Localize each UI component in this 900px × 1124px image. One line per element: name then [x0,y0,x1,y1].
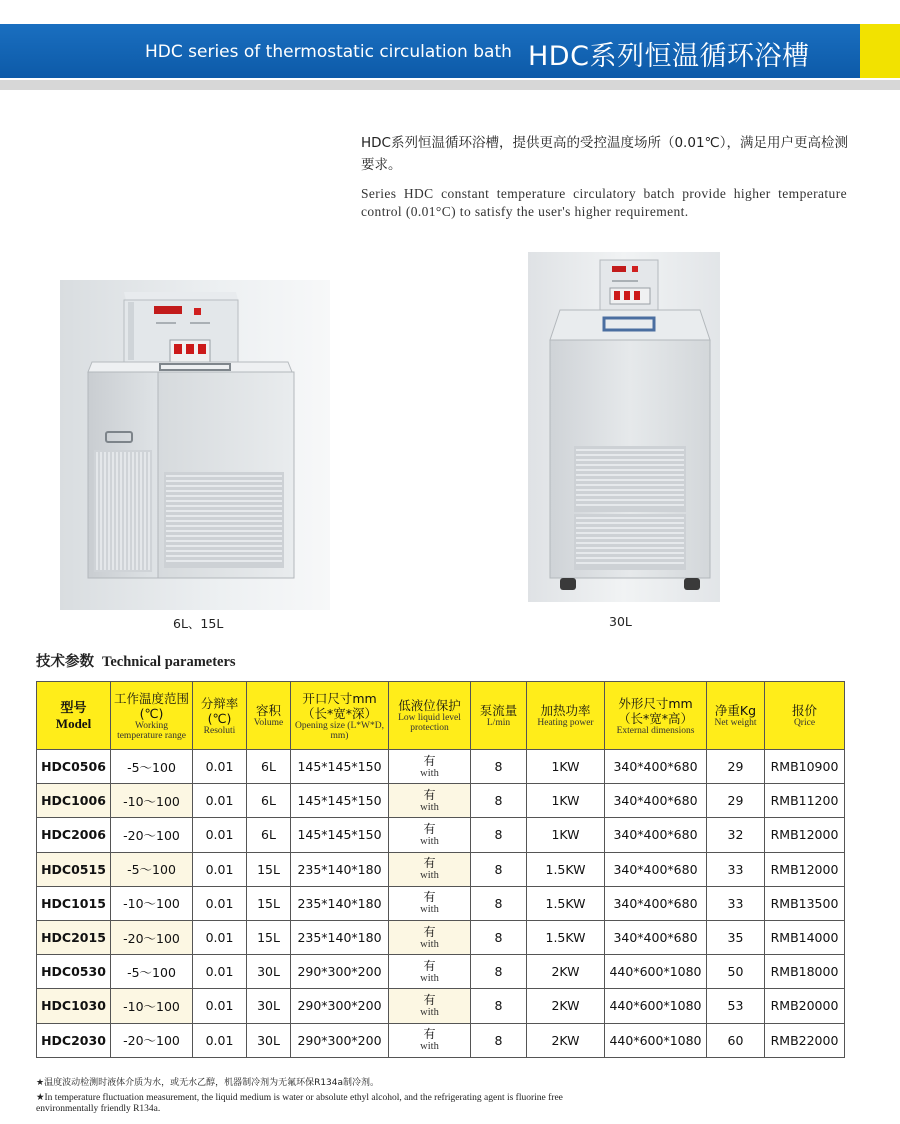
cell-heating-power: 1KW [527,784,605,818]
footnote-en: ★In temperature fluctuation measurement, the liquid medium is water or absolute ethyl alcohol, and the refrigerating agent is fluorine free environmentally friendly R134a. [36,1093,563,1114]
cell-protection: 有 with [389,784,471,818]
cell-pump-flow: 8 [471,818,527,852]
bath-large-illustration [528,252,720,602]
cell-range: -10～100 [111,784,193,818]
cell-net-weight: 53 [707,989,765,1023]
col-header-external-dimensions: 外形尺寸mm（长*宽*高） External dimensions [605,682,707,750]
cell-price: RMB14000 [765,920,845,954]
table-row [37,1023,845,1057]
banner-yellow-block [860,24,900,78]
side-grille [94,450,152,572]
table-row [37,750,845,784]
cell-volume: 15L [247,852,291,886]
cell-pump-flow: 8 [471,955,527,989]
table-row [37,920,845,954]
cell-price: RMB20000 [765,989,845,1023]
cell-volume: 30L [247,955,291,989]
cell-model: HDC0530 [37,955,111,989]
cell-pump-flow: 8 [471,920,527,954]
cell-heating-power: 1.5KW [527,920,605,954]
cell-net-weight: 35 [707,920,765,954]
header-divider [0,80,900,90]
cell-model: HDC2006 [37,818,111,852]
cell-external-dimensions: 340*400*680 [605,920,707,954]
front-grille-upper [574,446,686,512]
section-title [36,650,236,671]
cell-resolution: 0.01 [193,852,247,886]
cell-heating-power: 1.5KW [527,886,605,920]
cell-volume: 6L [247,750,291,784]
cell-external-dimensions: 440*600*1080 [605,1023,707,1057]
col-header-net-weight: 净重Kg Net weight [707,682,765,750]
cell-range: -5～100 [111,852,193,886]
cell-model: HDC0506 [37,750,111,784]
footnote-cn: ★温度波动检测时液体介质为水，或无水乙醇，机器制冷剂为无氟环保R134a制冷剂。 [36,1078,380,1088]
cell-resolution: 0.01 [193,818,247,852]
cell-price: RMB18000 [765,955,845,989]
product-caption-30l: 30L [609,614,632,629]
cell-resolution: 0.01 [193,784,247,818]
col-header-price: 报价 Qrice [765,682,845,750]
cell-price: RMB10900 [765,750,845,784]
cell-net-weight: 29 [707,784,765,818]
cell-external-dimensions: 440*600*1080 [605,955,707,989]
table-row [37,852,845,886]
cell-net-weight: 33 [707,886,765,920]
cell-resolution: 0.01 [193,955,247,989]
caster-wheel-icon [560,578,576,590]
table-header-row [37,682,845,750]
cell-heating-power: 2KW [527,989,605,1023]
cell-range: -20～100 [111,1023,193,1057]
cell-price: RMB11200 [765,784,845,818]
cell-pump-flow: 8 [471,784,527,818]
cell-protection: 有 with [389,920,471,954]
cell-pump-flow: 8 [471,1023,527,1057]
cell-volume: 15L [247,920,291,954]
cell-range: -10～100 [111,886,193,920]
col-header-opening-size: 开口尺寸mm（长*宽*深） Opening size (L*W*D, mm) [291,682,389,750]
cell-range: -20～100 [111,920,193,954]
cell-resolution: 0.01 [193,1023,247,1057]
col-header-pump-flow: 泵流量 L/min [471,682,527,750]
cell-opening-size: 290*300*200 [291,1023,389,1057]
cell-opening-size: 290*300*200 [291,989,389,1023]
cell-resolution: 0.01 [193,750,247,784]
bath-small-illustration [60,280,330,610]
cell-external-dimensions: 440*600*1080 [605,989,707,1023]
cell-opening-size: 235*140*180 [291,886,389,920]
cell-resolution: 0.01 [193,989,247,1023]
cell-model: HDC2015 [37,920,111,954]
cell-model: HDC0515 [37,852,111,886]
cell-resolution: 0.01 [193,886,247,920]
table-row [37,818,845,852]
cell-heating-power: 1KW [527,818,605,852]
cell-net-weight: 60 [707,1023,765,1057]
cell-price: RMB12000 [765,818,845,852]
spec-table [36,681,845,1058]
cell-protection: 有 with [389,989,471,1023]
cell-external-dimensions: 340*400*680 [605,886,707,920]
cell-protection: 有 with [389,852,471,886]
cell-external-dimensions: 340*400*680 [605,750,707,784]
cell-opening-size: 235*140*180 [291,852,389,886]
col-header-volume: 容积 Volume [247,682,291,750]
front-grille-lower [574,514,686,570]
cell-heating-power: 2KW [527,955,605,989]
table-row [37,955,845,989]
cell-external-dimensions: 340*400*680 [605,818,707,852]
cell-model: HDC1006 [37,784,111,818]
intro-text-cn: HDC系列恒温循环浴槽，提供更高的受控温度场所（0.01℃），满足用户更高检测要求。 [361,135,848,173]
cell-net-weight: 32 [707,818,765,852]
header-title-en: HDC series of thermostatic circulation bath [145,42,512,62]
cell-volume: 30L [247,989,291,1023]
col-header-resolution: 分辩率(℃) Resoluti [193,682,247,750]
cell-volume: 6L [247,784,291,818]
table-row [37,989,845,1023]
cell-model: HDC1030 [37,989,111,1023]
table-row [37,784,845,818]
cell-model: HDC1015 [37,886,111,920]
section-title-cn: 技术参数 [36,654,94,670]
cell-heating-power: 2KW [527,1023,605,1057]
caster-wheel-icon [684,578,700,590]
cell-resolution: 0.01 [193,920,247,954]
cell-net-weight: 33 [707,852,765,886]
cell-protection: 有 with [389,955,471,989]
col-header-low-level-protection: 低液位保护 Low liquid level protection [389,682,471,750]
cell-pump-flow: 8 [471,750,527,784]
cell-protection: 有 with [389,1023,471,1057]
cell-range: -20～100 [111,818,193,852]
cell-protection: 有 with [389,818,471,852]
cell-net-weight: 50 [707,955,765,989]
cell-external-dimensions: 340*400*680 [605,784,707,818]
cell-range: -5～100 [111,955,193,989]
col-header-model: 型号 Model [37,682,111,750]
product-image-30l [528,252,720,602]
cell-net-weight: 29 [707,750,765,784]
cell-volume: 6L [247,818,291,852]
cell-external-dimensions: 340*400*680 [605,852,707,886]
col-header-heating-power: 加热功率 Heating power [527,682,605,750]
cell-opening-size: 145*145*150 [291,750,389,784]
cell-opening-size: 290*300*200 [291,955,389,989]
cell-protection: 有 with [389,886,471,920]
cell-opening-size: 145*145*150 [291,784,389,818]
cell-range: -10～100 [111,989,193,1023]
intro-text-en: Series HDC constant temperature circulatory batch provide higher temperature control (0.01°C) to satisfy the user's higher requirement. [361,186,847,219]
cell-volume: 30L [247,1023,291,1057]
cell-pump-flow: 8 [471,989,527,1023]
cell-range: -5～100 [111,750,193,784]
cell-heating-power: 1.5KW [527,852,605,886]
cell-pump-flow: 8 [471,886,527,920]
product-caption-6l-15l: 6L、15L [173,616,224,631]
header-banner [0,24,900,78]
cell-price: RMB13500 [765,886,845,920]
cell-protection: 有 with [389,750,471,784]
footnotes [36,1077,576,1114]
cell-pump-flow: 8 [471,852,527,886]
cell-opening-size: 235*140*180 [291,920,389,954]
table-row [37,886,845,920]
cell-heating-power: 1KW [527,750,605,784]
col-header-range: 工作温度范围(℃) Working temperature range [111,682,193,750]
product-image-6l-15l [60,280,330,610]
cell-model: HDC2030 [37,1023,111,1057]
cell-price: RMB22000 [765,1023,845,1057]
cell-volume: 15L [247,886,291,920]
front-grille [164,472,284,568]
section-title-en: Technical parameters [102,654,236,670]
cell-opening-size: 145*145*150 [291,818,389,852]
cell-price: RMB12000 [765,852,845,886]
header-title-cn: HDC系列恒温循环浴槽 [528,41,810,72]
